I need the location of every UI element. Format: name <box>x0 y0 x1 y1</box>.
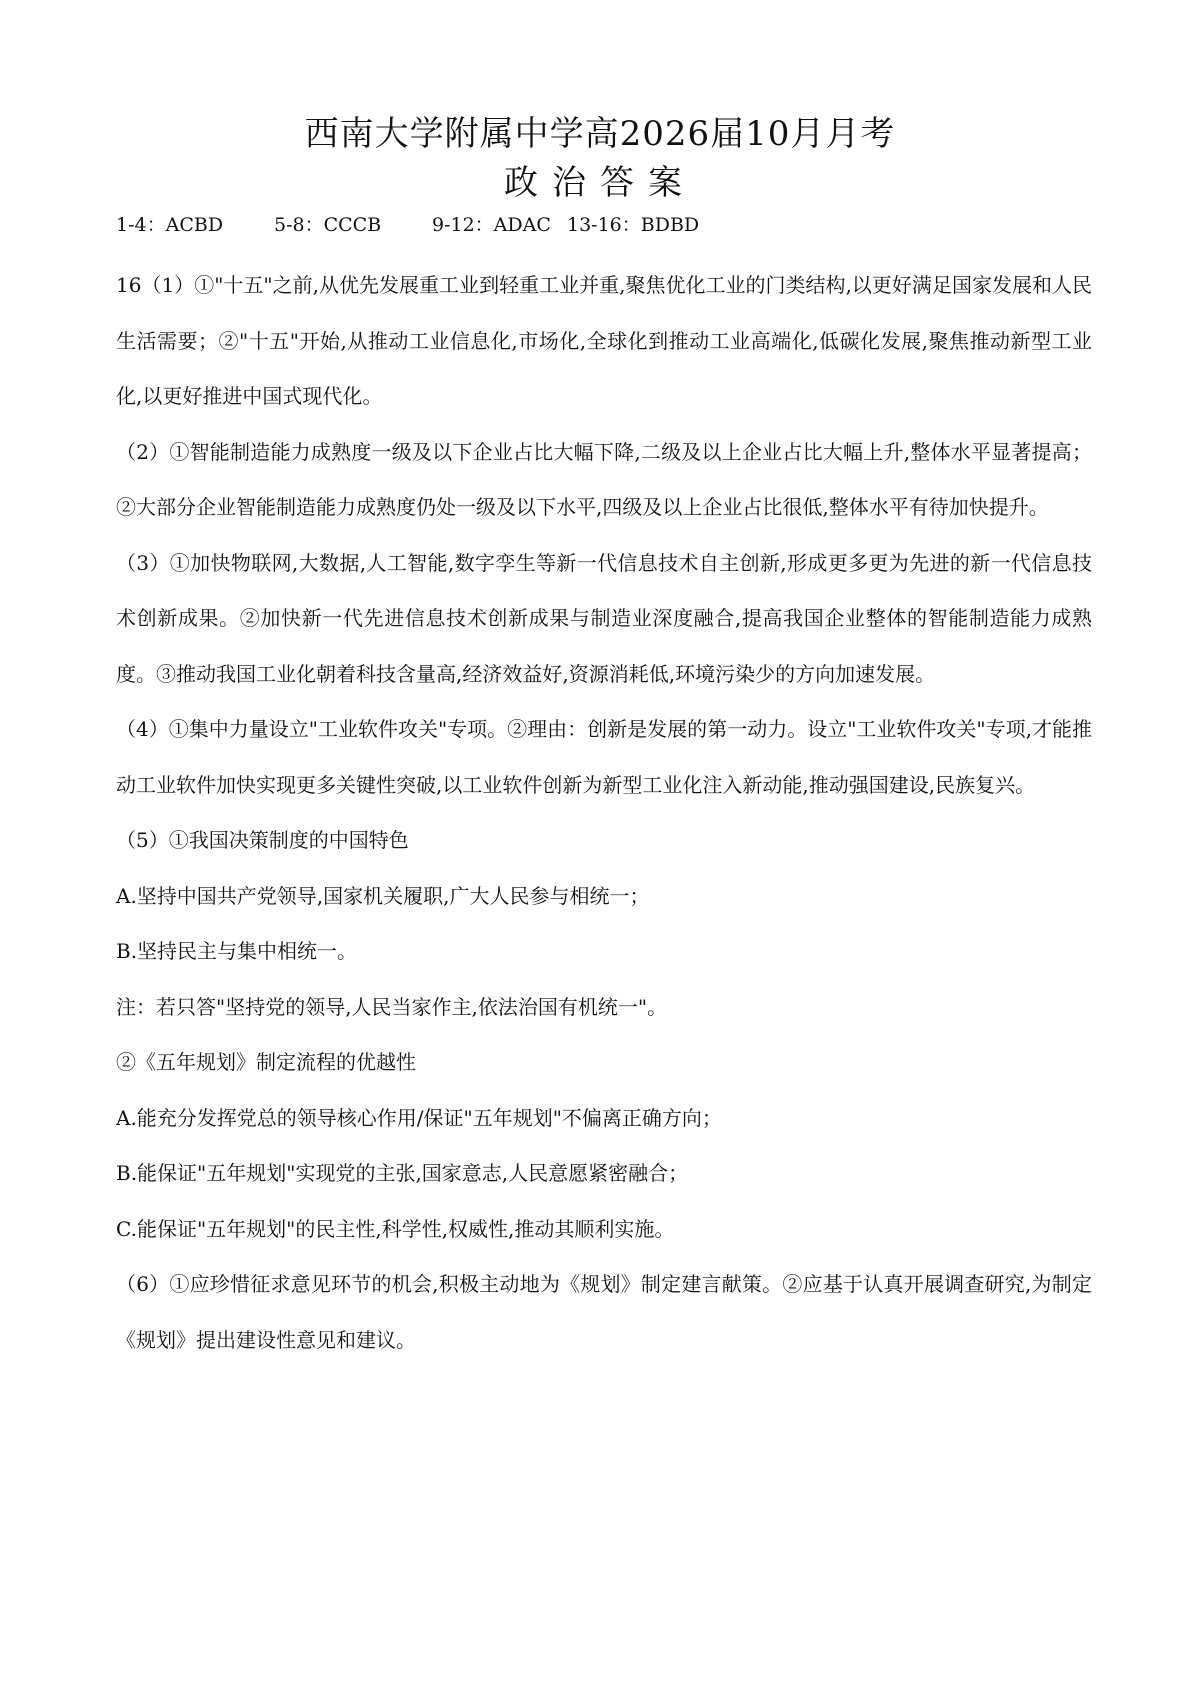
answer-q6: （6）①应珍惜征求意见环节的机会,积极主动地为《规划》制定建言献策。②应基于认真开展调查研究,为制定《规划》提出建设性意见和建议。 <box>116 1272 1092 1352</box>
mc-group-1-4: 1-4：ACBD <box>116 214 224 236</box>
mc-group-5-8: 5-8：CCCB <box>274 214 382 236</box>
answer-q2: （2）①智能制造能力成熟度一级及以下企业占比大幅下降,二级及以上企业占比大幅上升,整体水平显著提高；②大部分企业智能制造能力成熟度仍处一级及以下水平,四级及以上企业占比很低,整体水平有待加快提升。 <box>116 439 1092 519</box>
answer-q5-heading: （5）①我国决策制度的中国特色 <box>116 828 409 852</box>
answer-q5-2-item-a: A.能充分发挥党总的领导核心作用/保证"五年规划"不偏离正确方向； <box>116 1105 722 1130</box>
page-subtitle: 政治答案 <box>504 163 696 203</box>
mc-group-13-16: 13-16：BDBD <box>567 214 700 236</box>
answer-body <box>116 258 1092 1368</box>
answer-q5-note: 注：若只答"坚持党的领导,人民当家作主,依法治国有机统一"。 <box>116 994 668 1019</box>
answer-q3: （3）①加快物联网,大数据,人工智能,数字孪生等新一代信息技术自主创新,形成更多更为先进的新一代信息技术创新成果。②加快新一代先进信息技术创新成果与制造业深度融合,提高我国企业整体的智能制造能力成熟度。③推动我国工业化朝着科技含量高,经济效益好,资源消耗低,环境污染少的方向加速发展。 <box>116 550 1092 686</box>
answer-q5-2-item-b: B.能保证"五年规划"实现党的主张,国家意志,人民意愿紧密融合； <box>116 1161 689 1185</box>
mc-group-9-12: 9-12：ADAC <box>432 214 551 236</box>
answer-q5-item-b: B.坚持民主与集中相统一。 <box>116 939 358 963</box>
answer-q5-2-item-c: C.能保证"五年规划"的民主性,科学性,权威性,推动其顺利实施。 <box>116 1216 675 1241</box>
page-title: 西南大学附属中学高2026届10月月考 <box>304 114 896 154</box>
answer-q5-2-heading: ②《五年规划》制定流程的优越性 <box>116 1050 416 1074</box>
answer-q5-item-a: A.坚持中国共产党领导,国家机关履职,广大人民参与相统一； <box>116 883 650 908</box>
answer-q4: （4）①集中力量设立"工业软件攻关"专项。②理由：创新是发展的第一动力。设立"工业软件攻关"专项,才能推动工业软件加快实现更多关键性突破,以工业软件创新为新型工业化注入新动能,推动强国建设,民族复兴。 <box>116 717 1092 797</box>
answer-q1: 16（1）①"十五"之前,从优先发展重工业到轻重工业并重,聚焦优化工业的门类结构,以更好满足国家发展和人民生活需要；②"十五"开始,从推动工业信息化,市场化,全球化到推动工业高端化,低碳化发展,聚焦推动新型工业化,以更好推进中国式现代化。 <box>116 273 1092 408</box>
multiple-choice-answers <box>116 210 699 240</box>
